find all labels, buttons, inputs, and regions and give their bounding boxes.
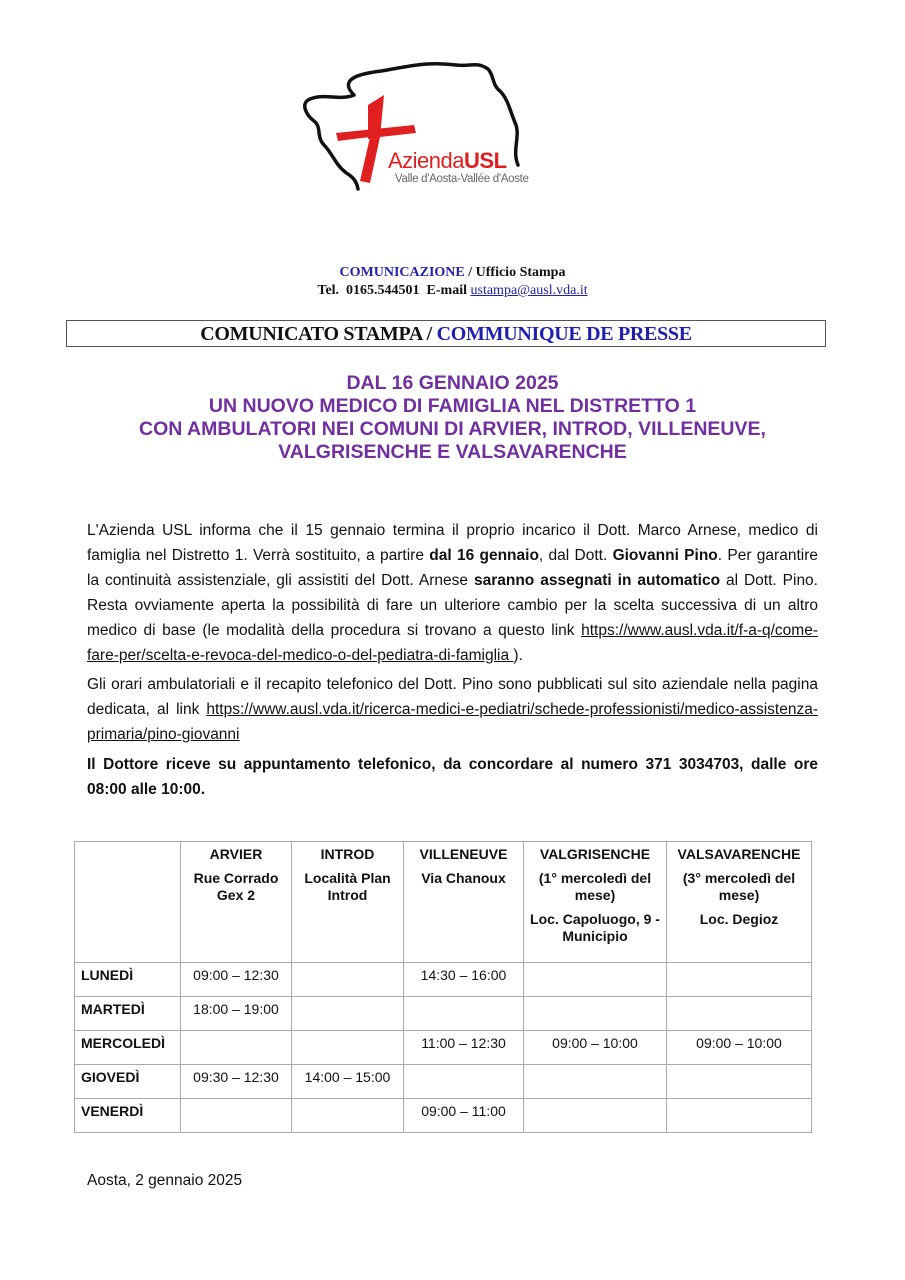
place-date: Aosta, 2 gennaio 2025 [87, 1172, 243, 1189]
schedule-table [74, 841, 812, 1133]
text-run: Gli orari ambulatoriali e il recapito telefonico del Dott. Pino sono pubblicati sul sito aziendale nella pagina dedicata, al link [87, 676, 818, 718]
bold-run: Giovanni Pino [612, 547, 718, 564]
time-cell [524, 963, 667, 997]
table-row [75, 1031, 812, 1065]
press-release-banner [66, 320, 826, 347]
time-cell [292, 997, 404, 1031]
time-cell [667, 963, 812, 997]
town-address: Località Plan Introd [304, 870, 391, 903]
doctor-profile-link[interactable]: https://www.ausl.vda.it/ricerca-medici-e-pediatri/schede-professionisti/medico-assistenza-primaria/pino-giovanni [87, 701, 818, 743]
town-address: Loc. Capoluogo, 9 - Municipio [530, 911, 660, 944]
town-address: Via Chanoux [421, 870, 506, 886]
azienda-usl-logo [296, 55, 532, 195]
town-name: INTROD [320, 846, 375, 862]
town-address: Rue Corrado Gex 2 [193, 870, 279, 903]
headline [0, 372, 905, 464]
time-cell [667, 1065, 812, 1099]
paragraph-appointment: Il Dottore riceve su appuntamento telefonico, da concordare al numero 371 3034703, dalle ore 08:00 alle 10:00. [87, 756, 818, 798]
time-cell [404, 997, 524, 1031]
logo-subtitle: Valle d'Aosta-Vallée d'Aoste [395, 173, 529, 185]
table-row [75, 1099, 812, 1133]
text-run: . Per garantire la continuità assistenziale, gli assistiti del Dott. Arnese [87, 547, 818, 589]
separator: / [464, 265, 476, 280]
banner-french: COMMUNIQUE DE PRESSE [436, 323, 692, 345]
time-cell: 11:00 – 12:30 [404, 1031, 524, 1065]
time-cell [292, 1099, 404, 1133]
text-run: L'Azienda USL informa che il 15 gennaio termina il proprio incarico il Dott. Marco Arnese, medico di famiglia nel Distretto 1. Verrà sostituito, a partire [87, 522, 818, 564]
table-row [75, 997, 812, 1031]
time-cell: 09:30 – 12:30 [181, 1065, 292, 1099]
paragraph-announcement [87, 518, 818, 668]
headline-line: CON AMBULATORI NEI COMUNI DI ARVIER, INTROD, VILLENEUVE, [139, 418, 766, 440]
time-cell [181, 1099, 292, 1133]
tel-label: Tel. [317, 283, 340, 298]
time-cell [524, 997, 667, 1031]
table-header-row [75, 842, 812, 963]
time-cell [404, 1065, 524, 1099]
time-cell: 09:00 – 11:00 [404, 1099, 524, 1133]
time-cell: 09:00 – 12:30 [181, 963, 292, 997]
time-cell [181, 1031, 292, 1065]
time-cell [667, 1099, 812, 1133]
time-cell [667, 997, 812, 1031]
column-header [181, 842, 292, 963]
time-cell: 18:00 – 19:00 [181, 997, 292, 1031]
office-name: Ufficio Stampa [475, 265, 566, 280]
bold-run: dal 16 gennaio [429, 547, 539, 564]
bold-run: saranno assegnati in automatico [473, 572, 721, 589]
headline-line: VALGRISENCHE E VALSAVARENCHE [278, 441, 627, 463]
table-row [75, 1065, 812, 1099]
text-run: , dal Dott. [538, 547, 613, 564]
headline-line: DAL 16 GENNAIO 2025 [346, 372, 559, 394]
town-name: VALSAVARENCHE [677, 846, 801, 862]
town-note: (3° mercoledì del mese) [682, 870, 796, 903]
time-cell: 09:00 – 10:00 [524, 1031, 667, 1065]
town-address: Loc. Degioz [699, 911, 779, 927]
text-run: al Dott. Pino. Resta ovviamente aperta la possibilità di fare un ulteriore cambio per la scelta successiva di un altro medico di base (le modalità della procedura si trovano a questo link [87, 572, 818, 639]
time-cell [524, 1065, 667, 1099]
day-cell: GIOVEDÌ [75, 1065, 181, 1099]
column-header [667, 842, 812, 963]
text-run: ). [513, 647, 523, 664]
time-cell: 14:30 – 16:00 [404, 963, 524, 997]
time-cell: 09:00 – 10:00 [667, 1031, 812, 1065]
corner-cell [75, 842, 181, 963]
table-row [75, 963, 812, 997]
contact-details-line [0, 283, 905, 299]
email-link[interactable]: ustampa@ausl.vda.it [470, 283, 588, 298]
town-name: VALGRISENCHE [539, 846, 651, 862]
contact-department-line [0, 265, 905, 281]
town-note: (1° mercoledì del mese) [538, 870, 652, 903]
column-header [292, 842, 404, 963]
faq-link[interactable]: https://www.ausl.vda.it/f-a-q/come-fare-per/scelta-e-revoca-del-medico-o-del-pediatra-di-famiglia [87, 622, 818, 664]
time-cell [292, 1031, 404, 1065]
department-name: COMUNICAZIONE [339, 265, 465, 280]
town-name: ARVIER [209, 846, 263, 862]
day-cell: MERCOLEDÌ [75, 1031, 181, 1065]
logo-brand-secondary: USL [464, 148, 507, 173]
logo-brand-primary: Azienda [388, 148, 465, 173]
paragraph-schedule-info [87, 672, 818, 747]
banner-italian: COMUNICATO STAMPA / [200, 323, 437, 345]
day-cell: VENERDÌ [75, 1099, 181, 1133]
time-cell [524, 1099, 667, 1133]
time-cell [292, 963, 404, 997]
day-cell: LUNEDÌ [75, 963, 181, 997]
column-header [404, 842, 524, 963]
day-cell: MARTEDÌ [75, 997, 181, 1031]
town-name: VILLENEUVE [419, 846, 508, 862]
column-header [524, 842, 667, 963]
tel-value: 0165.544501 [346, 283, 420, 298]
headline-line: UN NUOVO MEDICO DI FAMIGLIA NEL DISTRETTO 1 [208, 395, 697, 417]
email-label: E-mail [426, 283, 467, 298]
time-cell: 14:00 – 15:00 [292, 1065, 404, 1099]
